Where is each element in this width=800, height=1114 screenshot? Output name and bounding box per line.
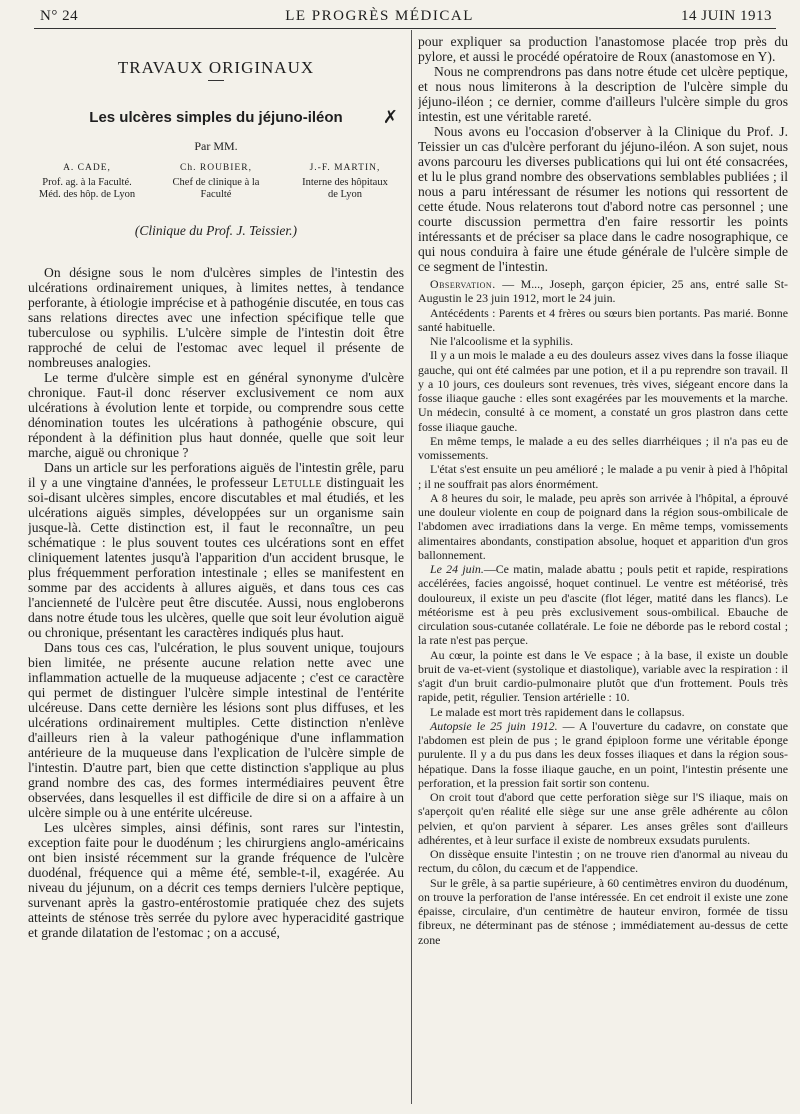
paragraph: pour expliquer sa production l'anastomose placée trop près du pylore, et aussi le procédé opératoire de Roux (anastomose en Y). bbox=[418, 34, 788, 64]
case-paragraph: Antécédents : Parents et 4 frères ou sœurs bien portants. Pas marié. Bonne santé habituelle. bbox=[418, 305, 788, 334]
author-role: Chef de clinique à la bbox=[172, 177, 260, 188]
paragraph: Le terme d'ulcère simple est en général synonyme d'ulcère chronique. Faut-il donc réserver exclusivement ce nom aux ulcérations à évolution lente et torpide, ou comprendre sous cette dénomination toutes les ulcérations à pathogénie obscure, qui répondent à la définition plus haut donnée, quelle que soit leur marche, aiguë ou chronique ? bbox=[28, 370, 404, 460]
article-title: Les ulcères simples du jéjuno-iléon bbox=[89, 109, 343, 126]
case-paragraph: Il y a un mois le malade a eu des douleurs assez vives dans la fosse iliaque gauche, qui ont été calmées par une potion, et il a pu reprendre son travail. Il y a 10 jours, ces douleurs sont revenues, très vives, siégeant encore dans la fosse iliaque gauche : elles sont exagérées par les mouvements et la marche. Un médecin, consulté à ce moment, a constaté un gros plastron dans cette fosse iliaque gauche. bbox=[418, 348, 788, 434]
byline-par: Par MM. bbox=[194, 139, 238, 153]
paragraph: Les ulcères simples, ainsi définis, sont rares sur l'intestin, exception faite pour le duodénum ; les chirurgiens anglo-américains ont bien insisté récemment sur la grande fréquence de l'ulcère duodénal, fréquence qui a même été, semble-t-il, exagérée. Au niveau du jéjunum, on a décrit ces temps derniers l'ulcère peptique, survenant après la gastro-entérostomie pratiquée chez des sujets atteints de sténose très serrée du pylore avec hyperacidité gastrique et grande dilatation de l'estomac ; on a accusé, bbox=[28, 820, 404, 940]
observation-label: Observation. bbox=[430, 277, 496, 291]
paragraph bbox=[28, 460, 404, 640]
case-paragraph: A 8 heures du soir, le malade, peu après son arrivée à l'hôpital, a éprouvé une douleur violente en coup de poignard dans la région sous-ombilicale de l'abdomen avec irradiations dans la verge. En même temps, vomissements alimentaires abondants, constipation absolue, hoquet et apparition d'un gros ballonnement. bbox=[418, 490, 788, 562]
case-paragraph: En même temps, le malade a eu des selles diarrhéiques ; il n'a pas eu de vomissements. bbox=[418, 433, 788, 462]
case-text: — A l'ouverture du cadavre, on constate que l'abdomen est plein de pus ; le grand épiploon forme une véritable éponge purulente. Il y a du pus dans les deux fosses iliaques et dans la région sous-hépatique. Dans la fosse iliaque gauche, en un point, l'intestin présente une perforation, et la pression fait sortir son contenu. bbox=[418, 718, 788, 790]
case-paragraph: Au cœur, la pointe est dans le Ve espace ; à la base, il existe un double bruit de va-et-vient (systolique et diastolique), variable avec la respiration : il s'agit d'un bruit cardio-pulmonaire plutôt que d'un frottement. Pouls très rapide, petit, régulier. Tension artérielle : 10. bbox=[418, 647, 788, 705]
author-list bbox=[28, 162, 404, 201]
column-divider bbox=[411, 30, 412, 1104]
paragraph: Nous ne comprendrons pas dans notre étude cet ulcère peptique, et nous nous limiterons à la description de l'ulcère simple du jéjuno-iléon ; ce dernier, comme d'ailleurs l'ulcère simple du gros intestin, est une véritable rareté. bbox=[418, 64, 788, 124]
case-paragraph bbox=[418, 719, 788, 790]
paragraph: On désigne sous le nom d'ulcères simples de l'intestin des ulcérations ordinairement uniques, à limites nettes, à tendance perforante, à étiologie imprécise et à pathogénie discutée, en tous cas sans relations directes avec une infection spécifique telle que tuberculose ou syphilis. L'ulcère simple de l'intestin doit être rapproché de celui de l'estomac avec lequel il présente de nombreuses analogies. bbox=[28, 265, 404, 370]
paragraph: Dans tous ces cas, l'ulcération, le plus souvent unique, toujours bien limitée, ne présente aucune relation nette avec une inflammation actuelle de la muqueuse adjacente ; c'est ce caractère qui permet de distinguer l'ulcère simple intestinal de l'entérite ulcéreuse. Dans cette dernière les lésions sont plus diffuses, et les ulcérations ordinairement multiples. Cette distinction n'enlève d'ailleurs rien à la valeur pathogénique d'une inflammation antérieure de la muqueuse dans l'explication de l'ulcère simple de l'intestin. D'autre part, bien que cette distinction s'applique au plus grand nombre des cas, des formes intermédiaires peuvent être observées, dans lesquelles il est difficile de dire si on a affaire à un ulcère simple ou à une entérite ulcéreuse. bbox=[28, 640, 404, 820]
section-dash bbox=[208, 80, 224, 81]
handwritten-mark: ✗ bbox=[382, 107, 398, 128]
issue-date: 14 JUIN 1913 bbox=[681, 7, 772, 24]
left-column bbox=[28, 34, 404, 940]
author-role: de Lyon bbox=[327, 189, 363, 200]
case-paragraph: On dissèque ensuite l'intestin ; on ne trouve rien d'anormal au niveau du rectum, du côlon, du cæcum et de l'appendice. bbox=[418, 847, 788, 876]
paragraph: Nous avons eu l'occasion d'observer à la Clinique du Prof. J. Teissier un cas d'ulcère perforant du jéjuno-iléon. A son sujet, nous avons parcouru les diverses publications qui lui ont été consacrées, et lu le plus grand nombre des observations semblables publiées ; il nous a paru intéressant de résumer les notions qui ressortent de cette étude. Nous relaterons tout d'abord notre cas personnel ; une courte discussion permettra d'en faire ressortir les points intéressants et de préciser sa place dans le cadre nosographique, ce qui nous conduira à faire une étude générale de l'ulcère simple de ce segment de l'intestin. bbox=[418, 124, 788, 274]
case-paragraph: Sur le grêle, à sa partie supérieure, à 60 centimètres environ du duodénum, on trouve la perforation de l'anse intéressée. En cet endroit il existe une zone épaisse, circulaire, d'un centimètre de hauteur environ, formée de tissu fibreux, ne déterminant pas de sténose ; immédiatement au-dessus de cette zone bbox=[418, 875, 788, 947]
journal-title: LE PROGRÈS MÉDICAL bbox=[285, 7, 474, 24]
author-cade bbox=[28, 162, 146, 201]
case-paragraph bbox=[418, 562, 788, 648]
case-paragraph: Le malade est mort très rapidement dans le collapsus. bbox=[430, 704, 685, 719]
author-role: Interne des hôpitaux bbox=[302, 177, 388, 188]
case-paragraph: L'état s'est ensuite un peu amélioré ; le malade a pu venir à pied à l'hôpital ; il ne souffrait pas alors énormément. bbox=[418, 462, 788, 491]
author-name: J.-F. MARTIN, bbox=[309, 163, 381, 173]
clinic-attribution: (Clinique du Prof. J. Teissier.) bbox=[134, 223, 298, 238]
right-column bbox=[418, 34, 788, 947]
running-header bbox=[40, 5, 772, 27]
case-date-label: Le 24 juin. bbox=[430, 562, 484, 576]
author-role: Prof. ag. à la Faculté. bbox=[42, 177, 132, 188]
author-name: A. CADE, bbox=[63, 163, 111, 173]
cited-author: Letulle bbox=[272, 475, 323, 490]
case-text: —Ce matin, malade abattu ; pouls petit et rapide, respirations accélérées, facies angoissé, hoquet continuel. Le ventre est météorisé, très douloureux, il existe un peu d'ascite (flot léger, matité dans les flancs). Le météorisme est à peu près exclusivement sous-ombilical. Ebauche de circulation sous-cutanée collatérale. Le foie ne déborde pas le rebord costal ; la rate n'est pas perçue. bbox=[418, 562, 788, 648]
observation-text: — M..., Joseph, garçon épicier, 25 ans, entré salle St-Augustin le 23 juin 1912, mort le 24 juin. bbox=[418, 277, 788, 306]
author-role: Méd. des hôp. de Lyon bbox=[38, 189, 136, 200]
author-roubier bbox=[157, 162, 275, 201]
page-number: N° 24 bbox=[40, 7, 79, 24]
paragraph-text: Dans un article sur les perforations aiguës de l'intestin grêle, paru il y a une vingtaine d'années, le professeur bbox=[28, 460, 404, 490]
author-martin bbox=[286, 162, 404, 201]
case-paragraph: Nie l'alcoolisme et la syphilis. bbox=[430, 334, 574, 348]
article-title-row bbox=[28, 109, 404, 129]
case-paragraph: On croit tout d'abord que cette perforation siège sur l'S iliaque, mais on s'aperçoit qu'en réalité elle siège sur une anse grêle adhérente au côlon pelvien, et qu'on parvient à séparer. Les anses grêles sont d'ailleurs adhérentes, et à leur surface il existe de nombreux exsudats purulents. bbox=[418, 790, 788, 847]
observation-intro bbox=[418, 277, 788, 306]
section-heading: TRAVAUX ORIGINAUX bbox=[117, 58, 315, 77]
header-rule bbox=[34, 28, 776, 29]
autopsy-label: Autopsie le 25 juin 1912. bbox=[430, 718, 558, 733]
author-name: Ch. ROUBIER, bbox=[180, 163, 252, 173]
author-role: Faculté bbox=[200, 189, 232, 200]
paragraph-text: distinguait les soi-disant ulcères simples, encore discutables et mal étudiés, et les ulcérations aiguës simples, développées sur un organisme sain jusque-là. Cette distinction est, il faut le reconnaître, un peu schématique : le plus souvent toutes ces ulcérations sont en effet cliniquement latentes jusqu'à l'apparition d'un accident brusque, le plus fréquemment perforation intestinale ; elles se manifestent en somme par des accidents à allures aiguës, et dans tous ces cas l'ancienneté de l'ulcère peut être discutée. Aussi, nous engloberons dans notre étude tous les ulcères, quelle que soit leur évolution aiguë ou chronique, présentant les caractères indiqués plus haut. bbox=[28, 475, 404, 640]
